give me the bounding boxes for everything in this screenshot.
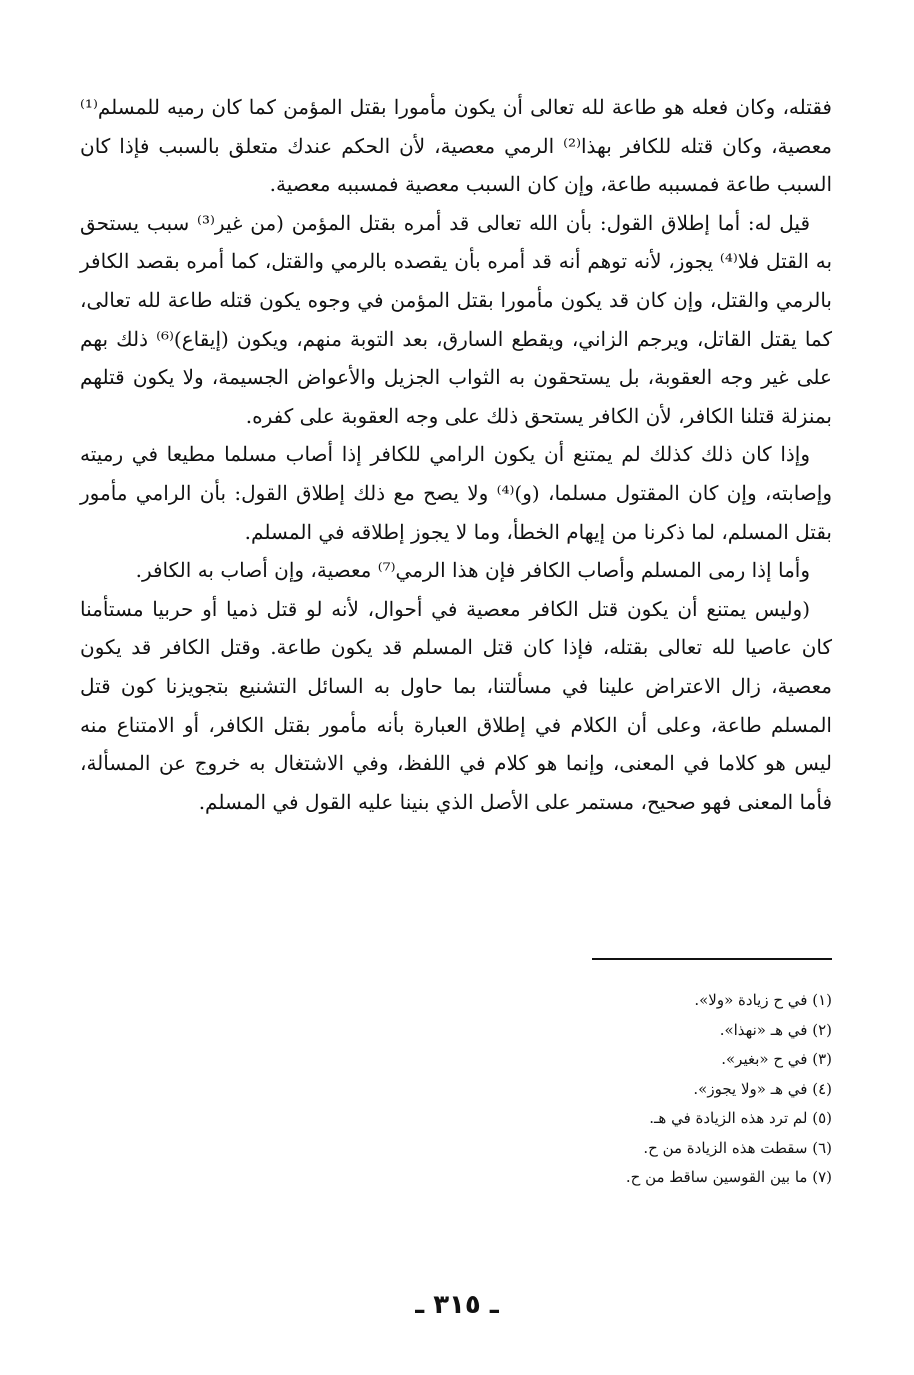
footnote-4: (٤) في هـ «ولا يجوز». bbox=[693, 1079, 832, 1098]
footnote-5: (٥) لم ترد هذه الزيادة في هـ. bbox=[649, 1109, 832, 1127]
page-number: ـ ٣١٥ ـ bbox=[415, 1290, 499, 1320]
paragraph-1: فقتله، وكان فعله هو طاعة لله تعالى أن يكون مأمورا بقتل المؤمن كما كان رميه للمسلم⁽¹⁾ معصية، وكان قتله للكافر بهذا⁽²⁾ الرمي معصية، لأن الحكم عندك متعلق بالسبب فإذا كان السبب طاعة فمسببه طاعة، وإن كان السبب معصية فمسببه معصية. bbox=[80, 95, 833, 197]
footnote-2: (٢) في هـ «نهذا». bbox=[719, 1020, 832, 1039]
footnote-6: (٦) سقطت هذه الزيادة من ح. bbox=[643, 1138, 832, 1157]
paragraph-3: وإذا كان ذلك كذلك لم يمتنع أن يكون الرامي للكافر إذا أصاب مسلما مطيعا في رميته وإصابته، وإن كان المقتول مسلما، (و)⁽⁴⁾ ولا يصح مع ذلك إطلاق القول: بأن الرامي مأمور بقتل المسلم، لما ذكرنا من إيهام الخطأ، وما لا يجوز إطلاقه في المسلم. bbox=[80, 442, 832, 544]
paragraph-2: قيل له: أما إطلاق القول: بأن الله تعالى قد أمره بقتل المؤمن (من غير⁽³⁾ سبب يستحق به القتل فلا⁽⁴⁾ يجوز، لأنه توهم أنه قد أمره بأن يقصده بالرمي والقتل، كما أمره بقصد الكافر بالرمي والقتل، وإن كان قد يكون مأمورا بقتل المؤمن في وجوه يكون قتله طاعة لله تعالى، كما يقتل القاتل، ويرجم الزاني، ويقطع السارق، بعد التوبة منهم، ويكون (إيقاع)⁽⁶⁾ ذلك بهم على غير وجه العقوبة، بل يستحقون به الثواب الجزيل والأعواض الجسيمة، ولا يكون قتلهم بمنزلة قتلنا الكافر، لأن الكافر يستحق ذلك على وجه العقوبة على كفره. bbox=[80, 210, 833, 428]
footnote-1: (١) في ح زيادة «ولا». bbox=[694, 991, 832, 1009]
footnote-divider bbox=[592, 958, 832, 960]
paragraph-5: (وليس يمتنع أن يكون قتل الكافر معصية في أحوال، لأنه لو قتل ذميا أو حربيا مستأمنا كان عاصيا لله تعالى بقتله، فإذا كان قتل المسلم قد يكون طاعة. وقتل الكافر قد يكون معصية، زال الاعتراض علينا في مسألتنا، بما حاول به السائل التشنيع بتجويزنا كون قتل المسلم طاعة، وعلى أن الكلام في إطلاق العبارة بأنه مأمور بقتل الكافر، أو الامتناع منه ليس هو كلاما في المعنى، وإنما هو كلام في اللفظ، وفي الاشتغال به خروج عن المسألة، فأما المعنى فهو صحيح، مستمر على الأصل الذي بنينا عليه القول في المسلم. bbox=[80, 596, 832, 814]
paragraph-4: وأما إذا رمى المسلم وأصاب الكافر فإن هذا الرمي⁽⁷⁾ معصية، وإن أصاب به الكافر. bbox=[135, 558, 810, 583]
footnote-3: (٣) في ح «بغير». bbox=[721, 1050, 832, 1068]
footnote-7: (٧) ما بين القوسين ساقط من ح. bbox=[625, 1168, 832, 1186]
footnotes-list bbox=[480, 986, 832, 1193]
main-text bbox=[80, 88, 832, 821]
